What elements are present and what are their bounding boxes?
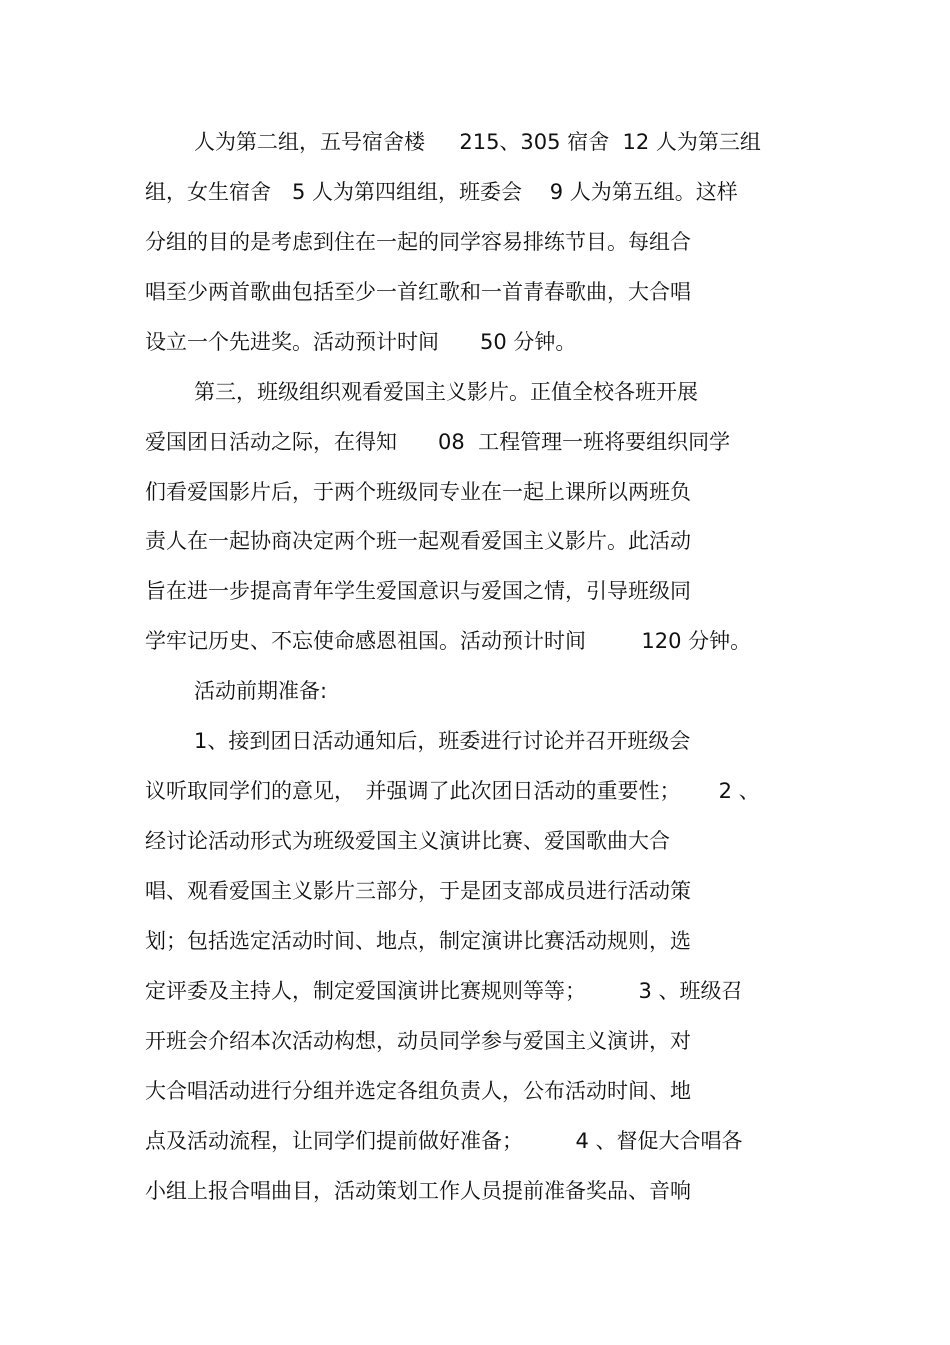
text-line: 划；包括选定活动时间、地点，制定演讲比赛活动规则，选 — [145, 929, 691, 953]
text-line: 点及活动流程，让同学们提前做好准备； 4 、督促大合唱各 — [145, 1129, 743, 1153]
text-line: 人为第二组，五号宿舍楼 215、305 宿舍 12 人为第三组 — [194, 130, 761, 154]
text-line: 1、接到团日活动通知后，班委进行讨论并召开班级会 — [194, 729, 691, 753]
text-line: 组，女生宿舍 5 人为第四组组，班委会 9 人为第五组。这样 — [145, 180, 738, 204]
text-line: 分组的目的是考虑到住在一起的同学容易排练节目。每组合 — [145, 230, 691, 254]
text-line: 活动前期准备: — [194, 679, 328, 703]
text-line: 唱至少两首歌曲包括至少一首红歌和一首青春歌曲，大合唱 — [145, 280, 691, 304]
text-line: 唱、观看爱国主义影片三部分，于是团支部成员进行活动策 — [145, 879, 691, 903]
text-line: 经讨论活动形式为班级爱国主义演讲比赛、爱国歌曲大合 — [145, 829, 670, 853]
text-line: 大合唱活动进行分组并选定各组负责人，公布活动时间、地 — [145, 1079, 691, 1103]
text-line: 定评委及主持人，制定爱国演讲比赛规则等等； 3 、班级召 — [145, 979, 743, 1003]
text-line: 开班会介绍本次活动构想，动员同学参与爱国主义演讲，对 — [145, 1029, 691, 1053]
text-line: 议听取同学们的意见， 并强调了此次团日活动的重要性； 2 、 — [145, 779, 760, 803]
text-line: 责人在一起协商决定两个班一起观看爱国主义影片。此活动 — [145, 529, 691, 553]
text-line: 设立一个先进奖。活动预计时间 50 分钟。 — [145, 330, 577, 354]
text-line: 爱国团日活动之际，在得知 08 工程管理一班将要组织同学 — [145, 430, 731, 454]
text-line: 旨在进一步提高青年学生爱国意识与爱国之情，引导班级同 — [145, 579, 691, 603]
text-line: 们看爱国影片后，于两个班级同专业在一起上课所以两班负 — [145, 480, 691, 504]
text-line: 小组上报合唱曲目，活动策划工作人员提前准备奖品、音响 — [145, 1179, 691, 1203]
text-line: 学牢记历史、不忘使命感恩祖国。活动预计时间 120 分钟。 — [145, 629, 752, 653]
text-line: 第三，班级组织观看爱国主义影片。正值全校各班开展 — [194, 380, 698, 404]
